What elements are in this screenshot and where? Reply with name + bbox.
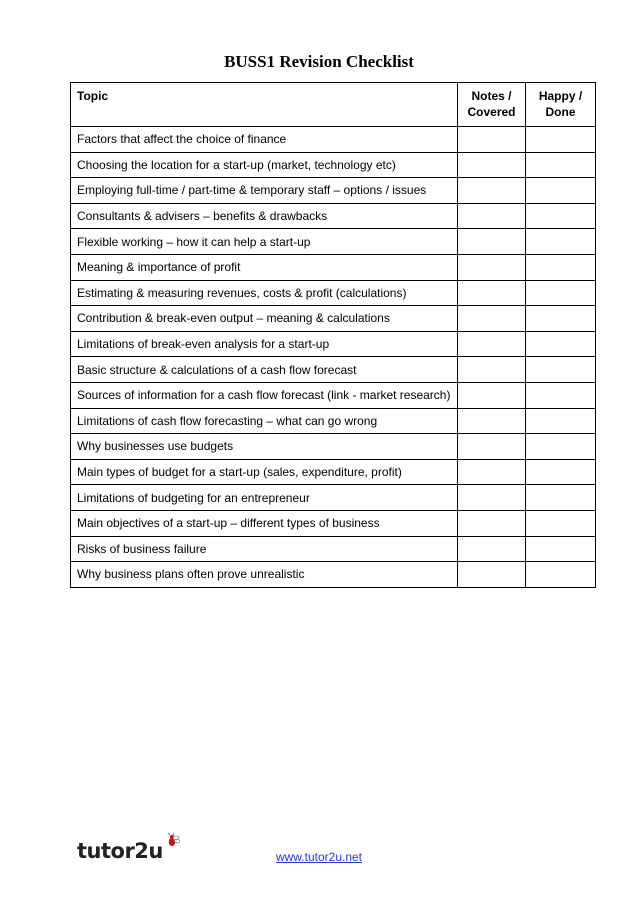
table-row xyxy=(71,459,596,485)
topic-column-header: Topic xyxy=(71,83,458,127)
table-row xyxy=(71,306,596,332)
happy-done-cell[interactable] xyxy=(526,254,596,280)
topic-cell: Limitations of budgeting for an entrepreneur xyxy=(71,485,458,511)
happy-done-cell[interactable] xyxy=(526,382,596,408)
table-row xyxy=(71,152,596,178)
table-row xyxy=(71,178,596,204)
logo-text: tutor2u xyxy=(77,839,163,863)
happy-done-cell[interactable] xyxy=(526,280,596,306)
notes-covered-cell[interactable] xyxy=(458,254,526,280)
notes-covered-cell[interactable] xyxy=(458,562,526,588)
table-row xyxy=(71,254,596,280)
table-header-row xyxy=(71,83,596,127)
notes-covered-cell[interactable] xyxy=(458,434,526,460)
page-title: BUSS1 Revision Checklist xyxy=(224,52,414,71)
topic-cell: Consultants & advisers – benefits & drawbacks xyxy=(71,203,458,229)
happy-done-cell[interactable] xyxy=(526,485,596,511)
happy-header-line2: Done xyxy=(545,105,576,119)
topic-cell: Sources of information for a cash flow forecast (link - market research) xyxy=(71,382,458,408)
happy-done-cell[interactable] xyxy=(526,152,596,178)
table-row xyxy=(71,331,596,357)
table-row xyxy=(71,536,596,562)
revision-checklist-table xyxy=(70,82,596,588)
happy-done-cell[interactable] xyxy=(526,536,596,562)
topic-cell: Employing full-time / part-time & temporary staff – options / issues xyxy=(71,178,458,204)
table-body xyxy=(71,127,596,588)
topic-cell: Why business plans often prove unrealistic xyxy=(71,562,458,588)
table-row xyxy=(71,357,596,383)
topic-cell: Estimating & measuring revenues, costs & profit (calculations) xyxy=(71,280,458,306)
table-row xyxy=(71,203,596,229)
happy-done-cell[interactable] xyxy=(526,408,596,434)
happy-done-cell[interactable] xyxy=(526,562,596,588)
happy-done-cell[interactable] xyxy=(526,229,596,255)
notes-covered-cell[interactable] xyxy=(458,152,526,178)
notes-covered-cell[interactable] xyxy=(458,382,526,408)
notes-covered-cell[interactable] xyxy=(458,536,526,562)
topic-cell: Limitations of cash flow forecasting – what can go wrong xyxy=(71,408,458,434)
table-row xyxy=(71,510,596,536)
notes-header-line1: Notes / xyxy=(471,89,512,103)
table-row xyxy=(71,382,596,408)
happy-done-cell[interactable] xyxy=(526,306,596,332)
topic-cell: Main objectives of a start-up – different types of business xyxy=(71,510,458,536)
table-row xyxy=(71,280,596,306)
table-row xyxy=(71,485,596,511)
happy-done-cell[interactable] xyxy=(526,510,596,536)
notes-header-line2: Covered xyxy=(467,105,516,119)
topic-cell: Flexible working – how it can help a start-up xyxy=(71,229,458,255)
happy-done-cell[interactable] xyxy=(526,203,596,229)
notes-covered-column-header xyxy=(458,83,526,127)
topic-cell: Meaning & importance of profit xyxy=(71,254,458,280)
notes-covered-cell[interactable] xyxy=(458,229,526,255)
topic-cell: Why businesses use budgets xyxy=(71,434,458,460)
notes-covered-cell[interactable] xyxy=(458,280,526,306)
table-row xyxy=(71,408,596,434)
happy-done-column-header xyxy=(526,83,596,127)
happy-done-cell[interactable] xyxy=(526,357,596,383)
happy-done-cell[interactable] xyxy=(526,331,596,357)
table-row xyxy=(71,434,596,460)
happy-done-cell[interactable] xyxy=(526,127,596,153)
topic-cell: Risks of business failure xyxy=(71,536,458,562)
notes-covered-cell[interactable] xyxy=(458,485,526,511)
happy-done-cell[interactable] xyxy=(526,178,596,204)
happy-done-cell[interactable] xyxy=(526,434,596,460)
topic-cell: Contribution & break-even output – meaning & calculations xyxy=(71,306,458,332)
topic-cell: Choosing the location for a start-up (market, technology etc) xyxy=(71,152,458,178)
website-link[interactable]: www.tutor2u.net xyxy=(275,850,363,864)
happy-header-line1: Happy / xyxy=(538,89,583,103)
happy-done-cell[interactable] xyxy=(526,459,596,485)
notes-covered-cell[interactable] xyxy=(458,178,526,204)
topic-cell: Main types of budget for a start-up (sales, expenditure, profit) xyxy=(71,459,458,485)
table-row xyxy=(71,562,596,588)
notes-covered-cell[interactable] xyxy=(458,408,526,434)
topic-cell: Basic structure & calculations of a cash flow forecast xyxy=(71,357,458,383)
notes-covered-cell[interactable] xyxy=(458,203,526,229)
notes-covered-cell[interactable] xyxy=(458,459,526,485)
table-row xyxy=(71,229,596,255)
notes-covered-cell[interactable] xyxy=(458,127,526,153)
topic-cell: Factors that affect the choice of finance xyxy=(71,127,458,153)
notes-covered-cell[interactable] xyxy=(458,306,526,332)
topic-cell: Limitations of break-even analysis for a start-up xyxy=(71,331,458,357)
notes-covered-cell[interactable] xyxy=(458,357,526,383)
table-row xyxy=(71,127,596,153)
notes-covered-cell[interactable] xyxy=(458,510,526,536)
notes-covered-cell[interactable] xyxy=(458,331,526,357)
